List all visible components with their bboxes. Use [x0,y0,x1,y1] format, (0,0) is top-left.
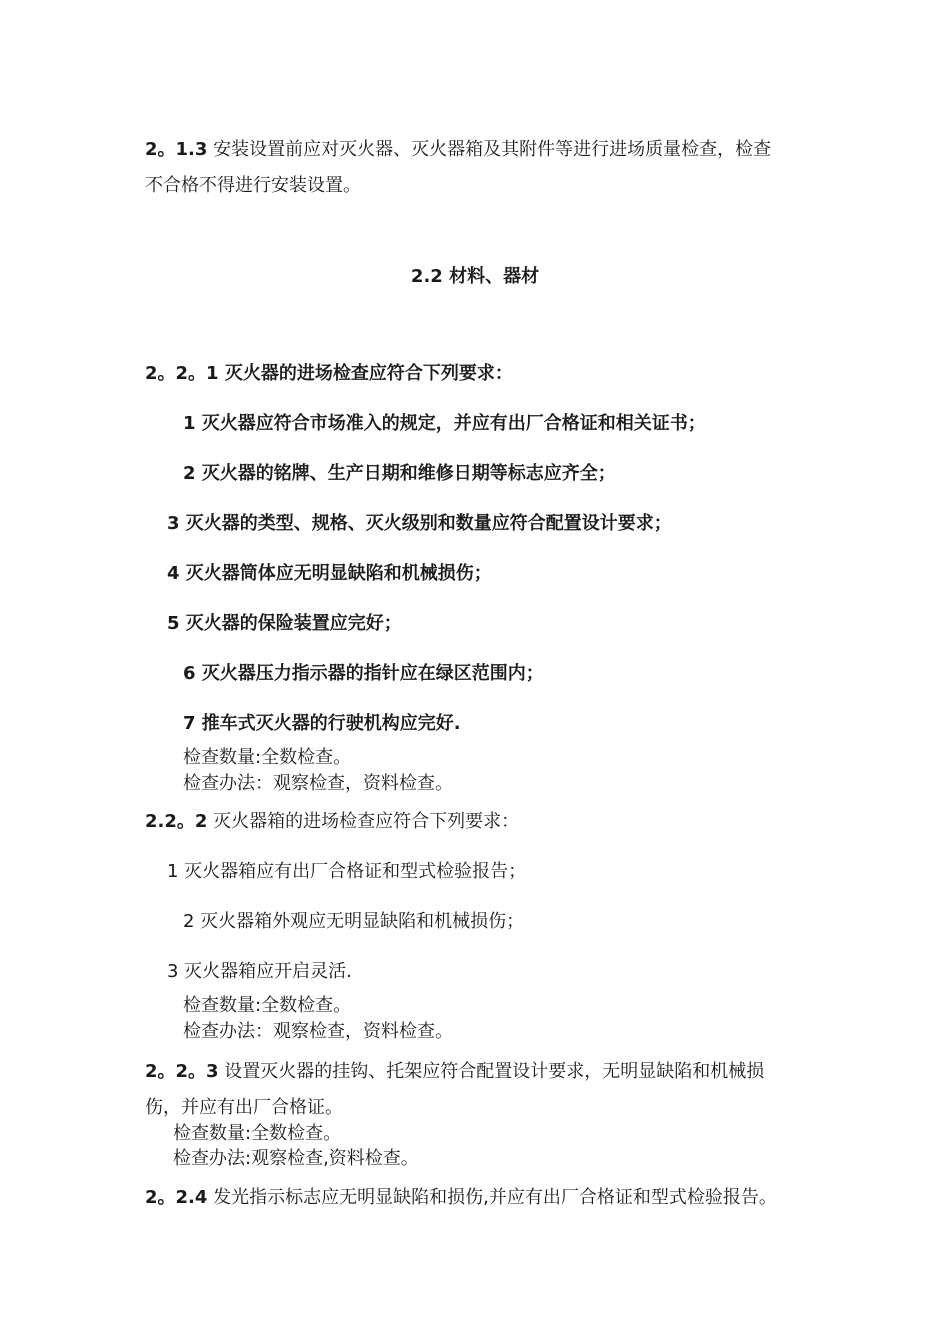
clause-number: 2。1.3 [145,139,208,160]
clause-number: 2.2。2 [145,811,208,832]
check-quantity: 检查数量:全数检查。 [183,747,352,768]
clause-2-2-1-item-2: 2 灭火器的铭牌、生产日期和维修日期等标志应齐全； [183,463,616,484]
check-quantity: 检查数量:全数检查。 [183,995,352,1016]
clause-2-2-2-item-1: 1 灭火器箱应有出厂合格证和型式检验报告； [167,861,527,882]
clause-2-2-1-heading: 2。2。1 灭火器的进场检查应符合下列要求： [145,363,513,384]
check-method: 检查办法：观察检查，资料检查。 [183,1021,453,1042]
check-method: 检查办法：观察检查，资料检查。 [183,773,453,794]
clause-2-1-3-line2: 不合格不得进行安装设置。 [145,175,361,196]
clause-text: 设置灭火器的挂钩、托架应符合配置设计要求，无明显缺陷和机械损 [218,1061,765,1082]
clause-2-2-1-item-4: 4 灭火器筒体应无明显缺陷和机械损伤； [167,563,492,584]
check-quantity: 检查数量:全数检查。 [173,1123,342,1144]
clause-text: 灭火器箱的进场检查应符合下列要求： [207,811,520,832]
clause-text: 安装设置前应对灭火器、灭火器箱及其附件等进行进场质量检查，检查 [207,139,772,160]
clause-number: 2。2.4 [145,1187,208,1208]
clause-2-2-3-line1 [145,1060,764,1084]
clause-2-2-4 [145,1186,777,1210]
clause-number: 2。2。3 [145,1061,219,1082]
clause-2-2-2-item-3: 3 灭火器箱应开启灵活. [167,961,352,982]
clause-2-2-2-heading [145,810,519,834]
clause-2-2-3-line2: 伤，并应有出厂合格证。 [145,1097,343,1118]
check-method: 检查办法:观察检查,资料检查。 [173,1148,419,1169]
clause-2-2-1-item-5: 5 灭火器的保险装置应完好； [167,613,402,634]
clause-text: 发光指示标志应无明显缺陷和损伤,并应有出厂合格证和型式检验报告。 [207,1187,777,1208]
clause-2-2-1-item-7: 7 推车式灭火器的行驶机构应完好. [183,713,461,734]
clause-2-2-1-item-6: 6 灭火器压力指示器的指针应在绿区范围内； [183,663,544,684]
clause-2-2-1-item-3: 3 灭火器的类型、规格、灭火级别和数量应符合配置设计要求； [167,513,672,534]
clause-2-2-1-item-1: 1 灭火器应符合市场准入的规定，并应有出厂合格证和相关证书； [183,413,706,434]
section-title: 2.2 材料、器材 [410,266,540,287]
clause-2-1-3-line1 [145,138,771,162]
clause-2-2-2-item-2: 2 灭火器箱外观应无明显缺陷和机械损伤； [183,911,525,932]
